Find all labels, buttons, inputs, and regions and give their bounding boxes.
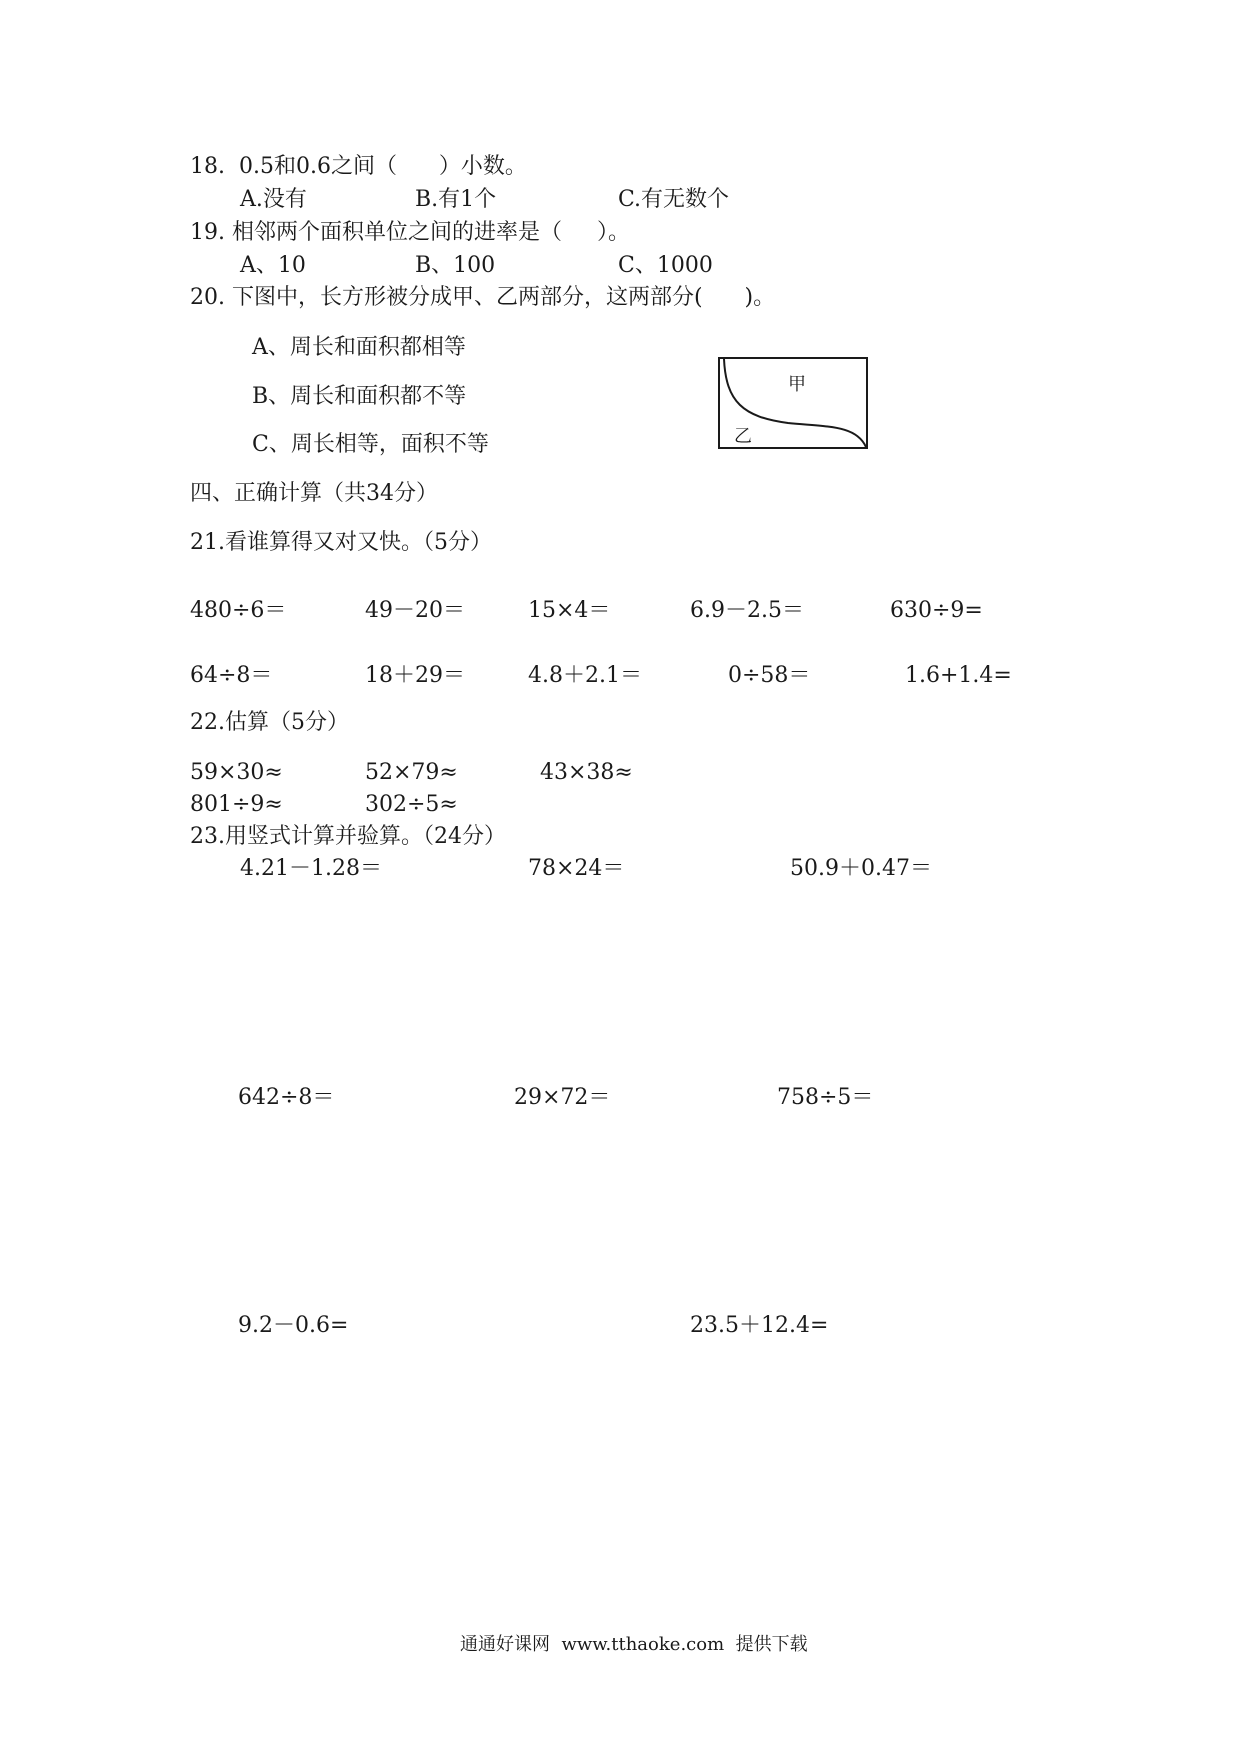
rectangle-split-figure <box>718 357 868 449</box>
q23-expr: 758÷5＝ <box>777 1085 874 1110</box>
q23-expr: 9.2－0.6= <box>238 1313 349 1338</box>
section-title: 四、正确计算（共34分） <box>190 481 438 506</box>
page-footer: 通通好课网 www.tthaoke.com 提供下载 <box>460 1634 808 1655</box>
q21-expr: 0÷58＝ <box>728 663 811 688</box>
q20-option-a: A、周长和面积都相等 <box>252 335 466 360</box>
q23-title: 23.用竖式计算并验算。（24分） <box>190 824 506 849</box>
q18-option-c: C.有无数个 <box>618 187 730 212</box>
q21-expr: 64÷8＝ <box>190 663 273 688</box>
q21-expr: 1.6+1.4= <box>905 663 1012 688</box>
q21-expr: 15×4＝ <box>528 598 611 623</box>
q21-title: 21.看谁算得又对又快。（5分） <box>190 530 492 555</box>
q20-option-b: B、周长和面积都不等 <box>252 384 467 409</box>
q21-expr: 4.8＋2.1＝ <box>528 663 642 688</box>
q21-expr: 480÷6＝ <box>190 598 287 623</box>
q21-expr: 49－20＝ <box>365 598 465 623</box>
q23-expr: 4.21－1.28＝ <box>240 856 382 881</box>
q22-expr: 43×38≈ <box>540 760 633 785</box>
q20-option-c: C、周长相等，面积不等 <box>252 432 489 457</box>
q22-expr: 302÷5≈ <box>365 792 458 817</box>
q18-option-a: A.没有 <box>240 187 307 212</box>
q19-stem: 19. 相邻两个面积单位之间的进率是（ ）。 <box>190 220 630 245</box>
q22-title: 22.估算（5分） <box>190 710 349 735</box>
figure-label-jia: 甲 <box>788 374 806 395</box>
q21-expr: 18＋29＝ <box>365 663 465 688</box>
q18-stem: 18. 0.5和0.6之间（ ）小数。 <box>190 154 527 179</box>
q22-expr: 801÷9≈ <box>190 792 283 817</box>
q22-expr: 59×30≈ <box>190 760 283 785</box>
q21-expr: 630÷9= <box>890 598 983 623</box>
q23-expr: 23.5＋12.4= <box>690 1313 829 1338</box>
q23-expr: 29×72＝ <box>514 1085 611 1110</box>
q22-expr: 52×79≈ <box>365 760 458 785</box>
figure-label-yi: 乙 <box>734 426 752 447</box>
q23-expr: 50.9＋0.47＝ <box>790 856 932 881</box>
q18-option-b: B.有1个 <box>415 187 497 212</box>
q23-expr: 78×24＝ <box>528 856 625 881</box>
q19-option-a: A、10 <box>240 253 306 278</box>
q21-expr: 6.9－2.5＝ <box>690 598 804 623</box>
q20-stem: 20. 下图中，长方形被分成甲、乙两部分，这两部分( )。 <box>190 285 776 310</box>
q23-expr: 642÷8＝ <box>238 1085 335 1110</box>
q19-option-b: B、100 <box>415 253 496 278</box>
q19-option-c: C、1000 <box>618 253 713 278</box>
